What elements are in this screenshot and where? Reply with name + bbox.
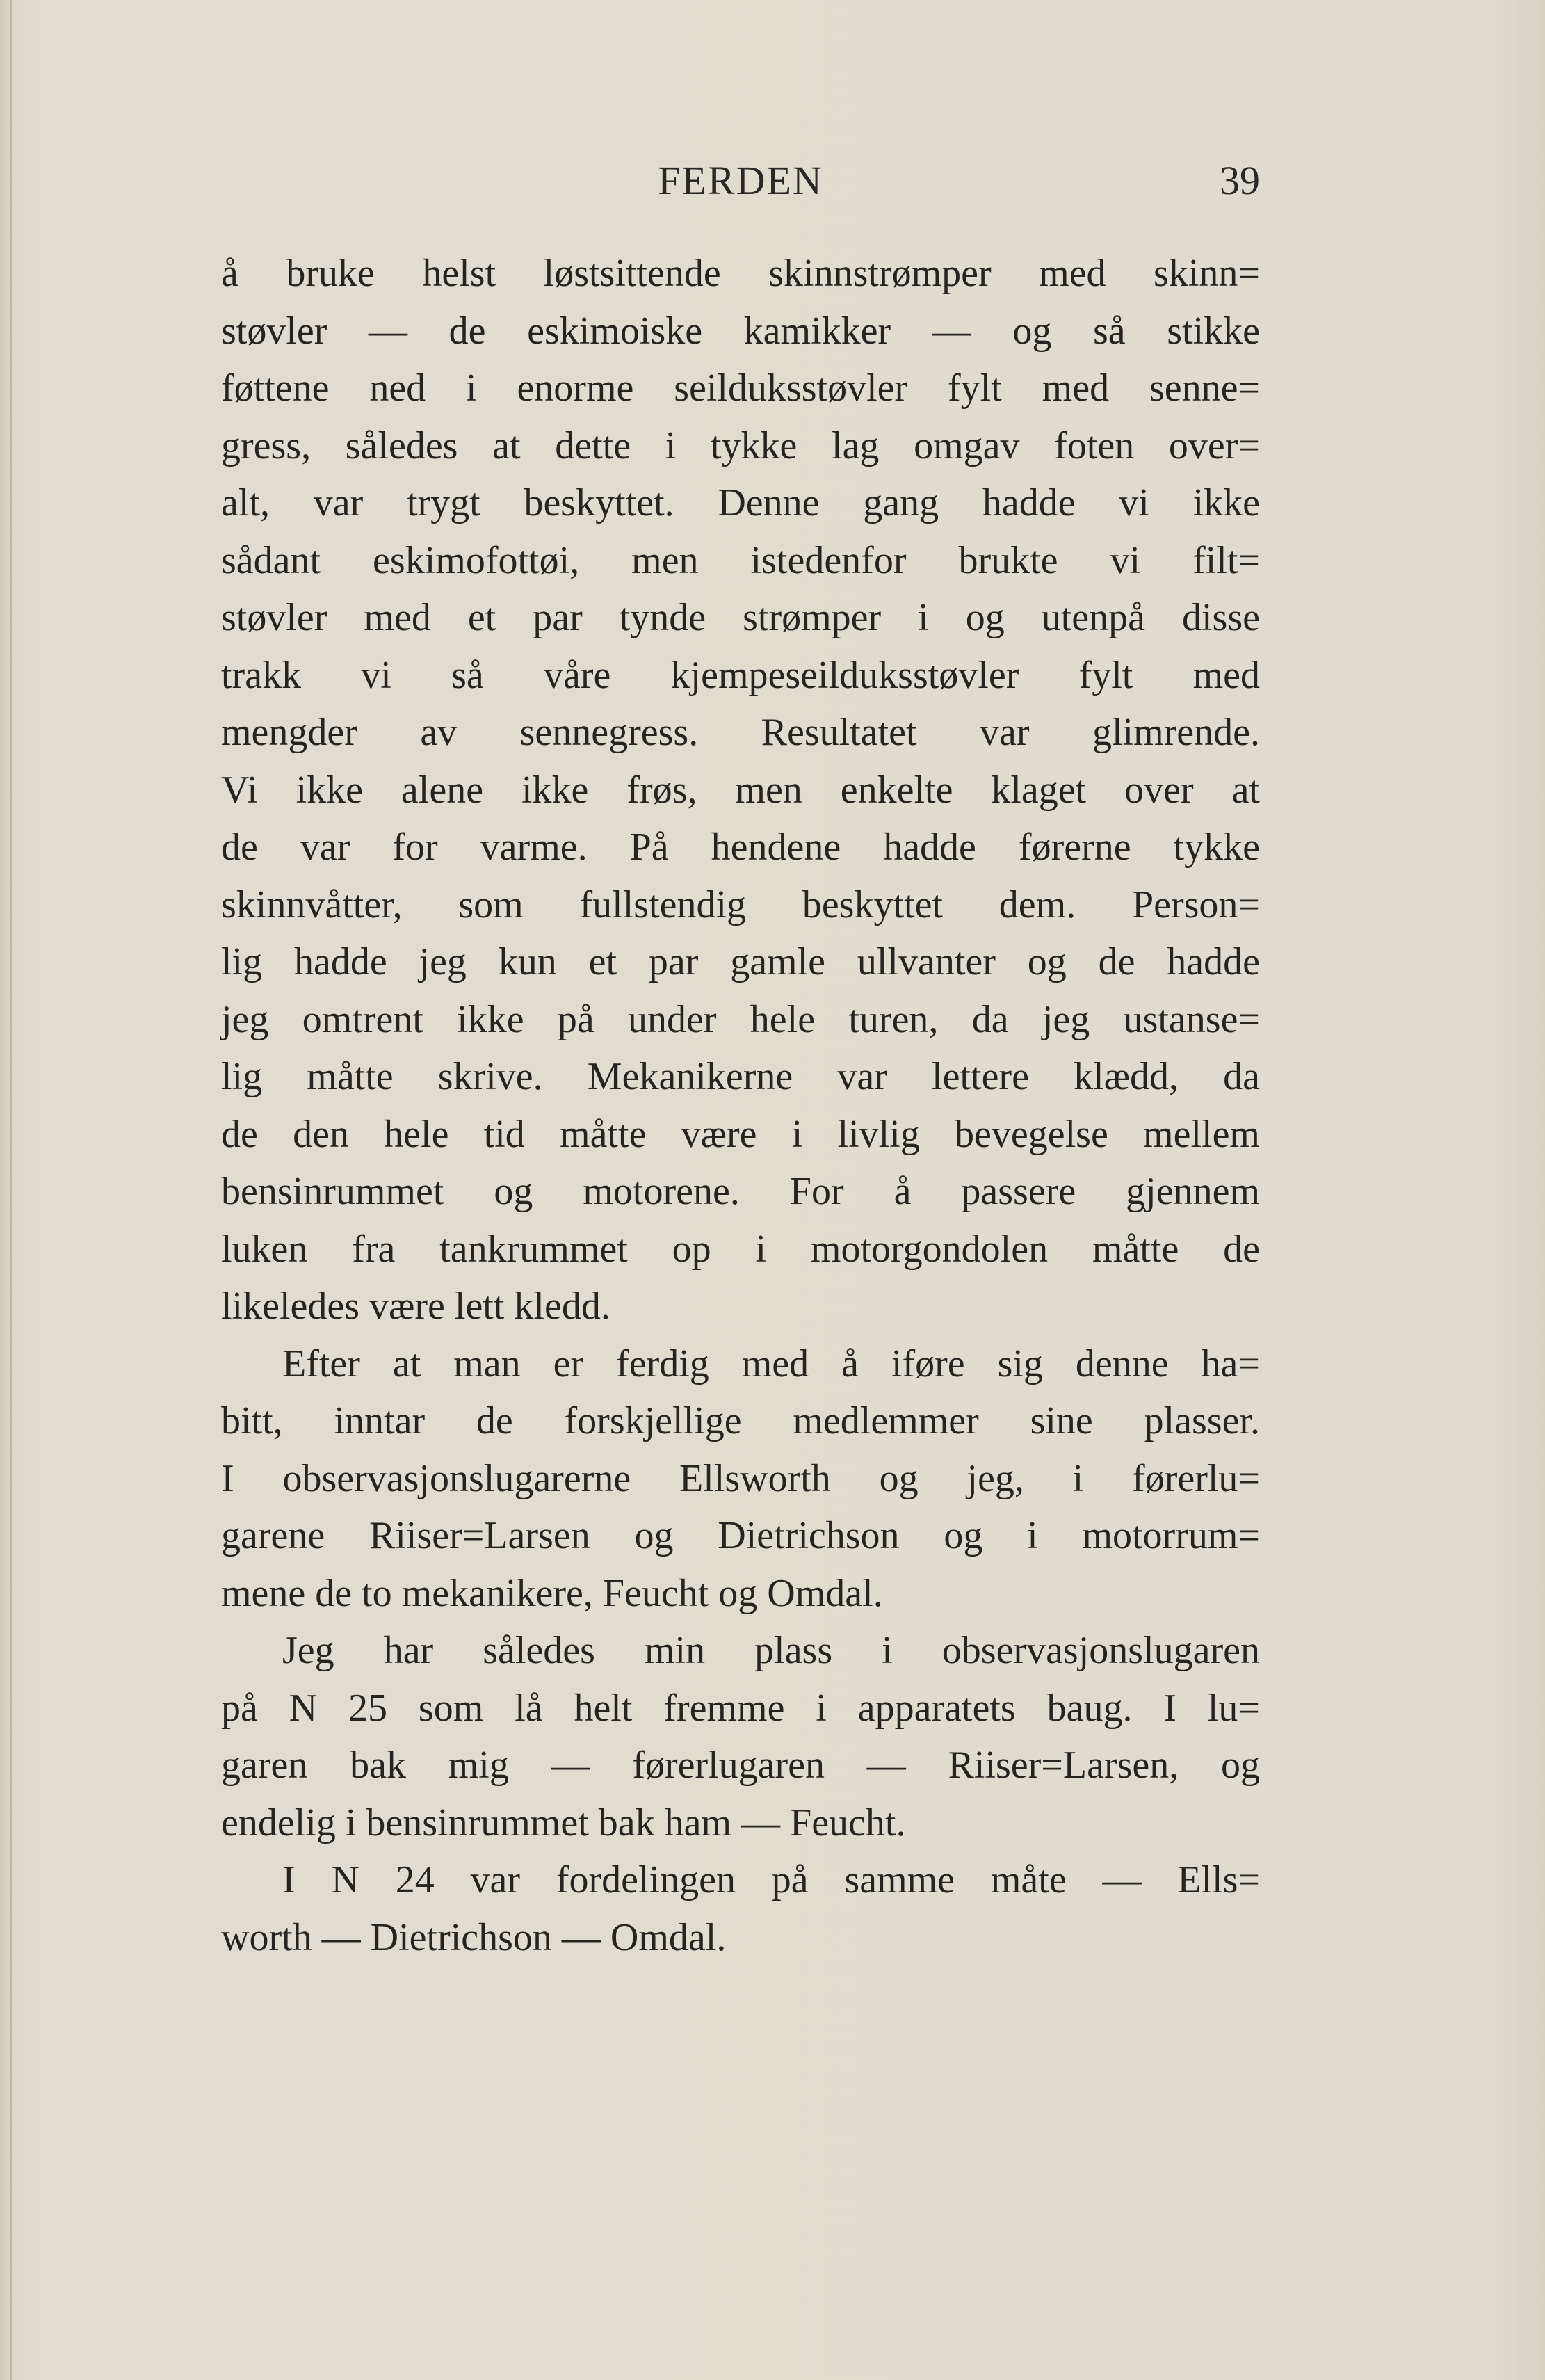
text-line: endelig i bensinrummet bak ham — Feucht. [221, 1801, 906, 1844]
text-line: mengder av sennegress. Resultatet var glimrende. [221, 711, 1260, 754]
paragraph-first-line: Jeg har således min plass i observasjonslugaren [282, 1629, 1260, 1672]
text-line: Vi ikke alene ikke frøs, men enkelte klaget over at [221, 768, 1260, 812]
body-text [221, 245, 1260, 1966]
text-line: jeg omtrent ikke på under hele turen, da jeg ustanse= [221, 997, 1260, 1041]
paragraph-first-line: Efter at man er ferdig med å iføre sig denne ha= [282, 1342, 1260, 1385]
text-line: støvler med et par tynde strømper i og utenpå disse [221, 596, 1260, 639]
text-line: trakk vi så våre kjempeseilduksstøvler fylt med [221, 653, 1260, 697]
text-line: worth — Dietrichson — Omdal. [221, 1915, 727, 1959]
text-line: gress, således at dette i tykke lag omgav foten over= [221, 424, 1260, 467]
text-line: lig hadde jeg kun et par gamle ullvanter og de hadde [221, 940, 1260, 983]
text-line: mene de to mekanikere, Feucht og Omdal. [221, 1571, 883, 1615]
text-line: støvler — de eskimoiske kamikker — og så stikke [221, 309, 1260, 353]
text-line: å bruke helst løstsittende skinnstrømper med skinn= [221, 252, 1260, 295]
text-line: de var for varme. På hendene hadde førerne tykke [221, 826, 1260, 869]
text-line: sådant eskimofottøi, men istedenfor brukte vi filt= [221, 538, 1260, 582]
paragraph-first-line: I N 24 var fordelingen på samme måte — Ells= [282, 1858, 1260, 1901]
text-line: garen bak mig — førerlugaren — Riiser=Larsen, og [221, 1744, 1260, 1787]
text-line: I observasjonslugarerne Ellsworth og jeg, i førerlu= [221, 1456, 1260, 1500]
text-line: bensinrummet og motorene. For å passere gjennem [221, 1170, 1260, 1213]
text-line: alt, var trygt beskyttet. Denne gang hadde vi ikke [221, 481, 1260, 524]
text-line: på N 25 som lå helt fremme i apparatets baug. I lu= [221, 1686, 1260, 1730]
text-line: bitt, inntar de forskjellige medlemmer sine plasser. [221, 1399, 1260, 1442]
text-line: skinnvåtter, som fullstendig beskyttet dem. Person= [221, 883, 1260, 926]
text-line: likeledes være lett kledd. [221, 1285, 610, 1328]
text-line: garene Riiser=Larsen og Dietrichson og i motorrum= [221, 1514, 1260, 1557]
page-edge [10, 0, 12, 2380]
page-header [221, 157, 1260, 213]
text-line: føttene ned i enorme seilduksstøvler fylt med senne= [221, 367, 1260, 410]
running-head: FERDEN [658, 158, 823, 203]
text-line: luken fra tankrummet op i motorgondolen måtte de [221, 1227, 1260, 1271]
page-number: 39 [1220, 158, 1260, 203]
text-line: de den hele tid måtte være i livlig bevegelse mellem [221, 1112, 1260, 1156]
text-line: lig måtte skrive. Mekanikerne var lettere klædd, da [221, 1055, 1260, 1098]
